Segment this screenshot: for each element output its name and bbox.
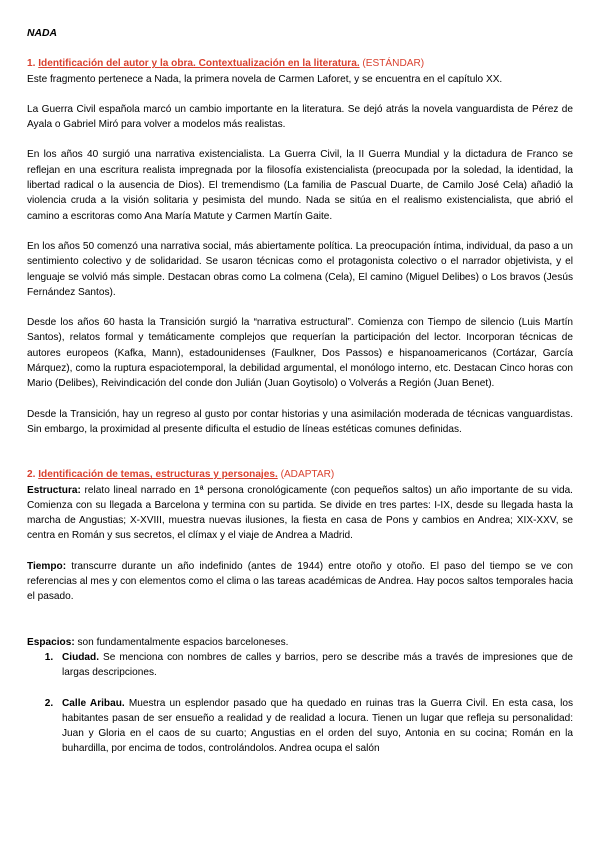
- list-item-text: Se menciona con nombres de calles y barrios, pero se describe más a través de impresiones que de largas descripciones.: [62, 651, 573, 679]
- section-2-title: Identificación de temas, estructuras y personajes.: [38, 469, 278, 481]
- paragraph: En los años 40 surgió una narrativa existencialista. La Guerra Civil, la II Guerra Mundial y la dictadura de Franco se reflejan en una escritura realista impregnada por la filosofía existencialista (preocupada por la soledad, la identidad, la libertad radical o la ausencia de Dios). El tremendismo (La familia de Pascual Duarte, de Camilo José Cela) añadió la violencia cruda a la visión solitaria y pesimista del mundo. Nada se sitúa en el realismo existencialista, que abrió el camino a escritoras como Ana María Matute y Carmen Martín Gaite.: [27, 149, 573, 222]
- list-item-label: Ciudad.: [62, 651, 100, 663]
- list-item-label: Calle Aribau.: [62, 697, 125, 709]
- spaces-paragraph: [27, 635, 573, 650]
- structure-paragraph: [27, 483, 573, 544]
- list-item: [56, 696, 573, 757]
- list-item-text: Muestra un esplendor pasado que ha quedado en ruinas tras la Guerra Civil. En esta casa, los habitantes pasan de ser ensueño a realidad y de realidad a locura. Tienen un lugar que refleja su personalidad: Juan y Gloria en el caos de su cuarto; Angustias en el orden del suyo, Antonia en su cocina; Román en la buhardilla, por encima de todos, controlándolos. Andrea ocupa el salón: [62, 697, 573, 755]
- spaces-list: [27, 650, 573, 757]
- structure-label: Estructura:: [27, 484, 81, 496]
- list-item: [56, 650, 573, 681]
- section-1-tag: (ESTÁNDAR): [359, 58, 425, 70]
- paragraph: En los años 50 comenzó una narrativa social, más abiertamente política. La preocupación íntima, individual, da paso a un sentimiento colectivo y de solidaridad. Se usaron técnicas como el protagonista colectivo o el narrador objetivista, y el lenguaje se volvió más simple. Destacan obras como La colmena (Cela), El camino (Miguel Delibes) o Los bravos (Jesús Fernández Santos).: [27, 240, 573, 298]
- paragraph: La Guerra Civil española marcó un cambio importante en la literatura. Se dejó atrás la novela vanguardista de Pérez de Ayala o Gabriel Miró para volver a modelos más realistas.: [27, 103, 573, 131]
- spaces-label: Espacios:: [27, 636, 75, 648]
- paragraph: Este fragmento pertenece a Nada, la primera novela de Carmen Laforet, y se encuentra en el capítulo XX.: [27, 73, 503, 85]
- structure-text: relato lineal narrado en 1ª persona cronológicamente (con pequeños saltos) un año importante de su vida. Comienza con su llegada a Barcelona y termina con su partida. Se divide en tres partes: I-IX, desde su llegada hasta la marcha de Angustias; X-XVIII, muestra nuevas ilusiones, la fiesta en casa de Pons y cambios en Andrea; XIX-XXV, se centra en Román y sus secretos, el clímax y el viaje de Andrea a Madrid.: [27, 484, 573, 542]
- document-title: NADA: [27, 28, 58, 39]
- section-2-tag: (ADAPTAR): [277, 469, 335, 481]
- time-label: Tiempo:: [27, 560, 67, 572]
- paragraph: Desde los años 60 hasta la Transición surgió la “narrativa estructural”. Comienza con Tiempo de silencio (Luis Martín Santos), relatos formal y temáticamente complejos que requerían la participación del lector. Incorporan técnicas de autores europeos (Kafka, Mann), estadounidenses (Faulkner, Dos Passos) e hispanoamericanos (Cortázar, García Márquez), como la ruptura espaciotemporal, la debilidad argumental, el monólogo interno, etc. Destacan Cinco horas con Mario (Delibes), Reivindicación del conde don Julián (Juan Goytisolo) o Volverás a Región (Juan Benet).: [27, 317, 573, 390]
- section-1-heading: [27, 56, 573, 71]
- paragraph: Desde la Transición, hay un regreso al gusto por contar historias y una asimilación moderada de técnicas vanguardistas. Sin embargo, la proximidad al presente dificulta el estudio de líneas estéticas comunes definidas.: [27, 408, 573, 435]
- section-2-heading: [27, 467, 573, 482]
- spaces-text: son fundamentalmente espacios barceloneses.: [74, 636, 289, 648]
- time-text: transcurre durante un año indefinido (antes de 1944) entre otoño y otoño. El paso del tiempo se ve con referencias al mes y con elementos como el clima o las tareas académicas de Andrea. Hay pocos saltos temporales hacia el pasado.: [27, 560, 573, 603]
- time-paragraph: [27, 559, 573, 605]
- section-2-number: 2.: [27, 469, 39, 481]
- section-1-number: 1.: [27, 58, 39, 70]
- section-1-title: Identificación del autor y la obra. Contextualización en la literatura.: [38, 58, 360, 70]
